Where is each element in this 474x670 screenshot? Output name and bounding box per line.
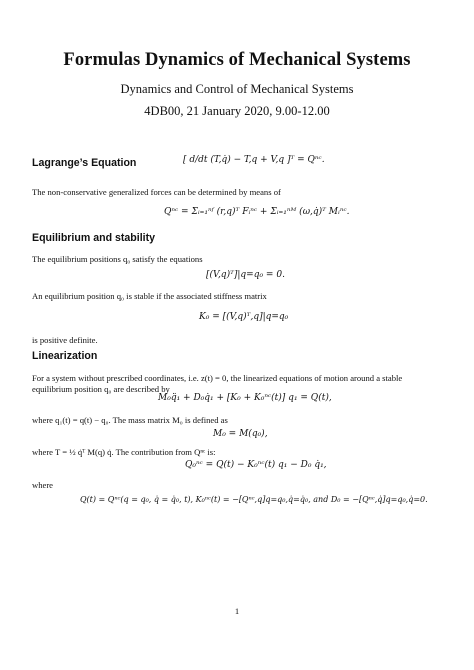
lagrange-text: The non-conservative generalized forces can be determined by means of: [32, 187, 281, 197]
definitions-equation: Q(t) = Qⁿᶜ(q = q₀, q̇ = q̇₀, t), K₀ⁿᶜ(t) = −[Qⁿᶜ,q]q=q₀,q̇=q̇₀, and D₀ = −[Qⁿᶜ,q̇]q=q₀,q̇=0.: [80, 495, 428, 504]
page-title: Formulas Dynamics of Mechanical Systems: [63, 50, 411, 70]
linearization-text-3: where T = ½ q̇ᵀ M(q) q̇. The contribution from Qⁿᶜ is:: [32, 447, 216, 457]
course-subtitle: Dynamics and Control of Mechanical Systems: [120, 82, 354, 96]
linearized-eom-equation: M₀q̈₁ + D₀q̇₁ + [K₀ + K₀ⁿᶜ(t)] q₁ = Q(t),: [158, 393, 332, 403]
mass-matrix-equation: M₀ = M(q₀),: [213, 429, 268, 439]
page-number: 1: [234, 606, 240, 616]
section-heading-equilibrium: Equilibrium and stability: [32, 232, 156, 244]
lagrange-equation: [ d/dt (T,q̇) − T,q + V,q ]ᵀ = Qⁿᶜ.: [183, 155, 325, 165]
section-heading-lagrange: Lagrange’s Equation: [32, 157, 137, 169]
equilibrium-equation: [(V,q)ᵀ]|q=q₀ = 0.: [206, 270, 285, 280]
nonconservative-forces-equation: Qⁿᶜ = Σᵢ₌₁ⁿᶠ (r,q)ᵀ Fᵢⁿᶜ + Σᵢ₌₁ⁿᴹ (ω,q̇)ᵀ Mᵢⁿᶜ.: [164, 207, 350, 217]
linearization-text-1: For a system without prescribed coordinates, i.e. z(t) = 0, the linearized equations of motion around a stable: [32, 373, 403, 383]
exam-dateline: 4DB00, 21 January 2020, 9.00-12.00: [144, 104, 330, 118]
equilibrium-text-2: An equilibrium position q₀ is stable if the associated stiffness matrix: [32, 291, 267, 301]
linearization-text-4: where: [32, 480, 53, 490]
stiffness-matrix-equation: K₀ = [(V,q)ᵀ,q]|q=q₀: [199, 312, 289, 322]
nonconservative-contribution-equation: Q₀ⁿᶜ = Q(t) − K₀ⁿᶜ(t) q₁ − D₀ q̇₁,: [185, 460, 327, 470]
section-heading-linearization: Linearization: [32, 350, 98, 362]
linearization-text-1b: equilibrium position q₀ are described by: [32, 384, 170, 394]
equilibrium-text-3: is positive definite.: [32, 335, 98, 345]
equilibrium-text-1: The equilibrium positions q₀ satisfy the equations: [32, 254, 203, 264]
linearization-text-2: where q₁(t) = q(t) − q₀. The mass matrix M₀ is defined as: [32, 415, 228, 425]
